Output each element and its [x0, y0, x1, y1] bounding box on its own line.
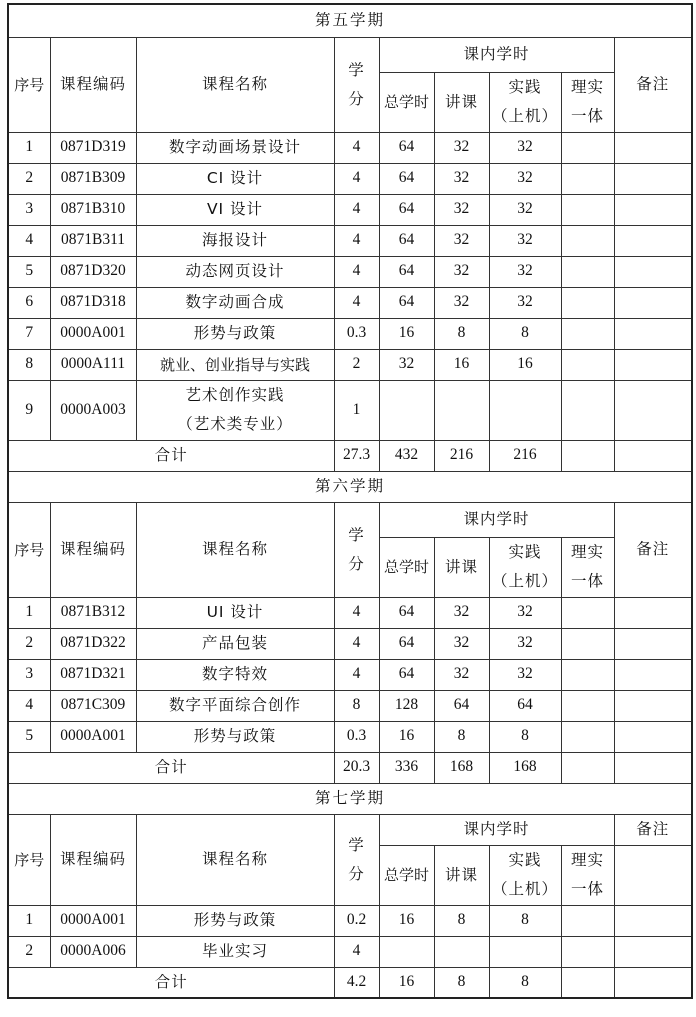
cell-seq: 2: [8, 163, 50, 194]
cell-code: 0000A003: [50, 380, 136, 440]
cell-integrated: [561, 163, 614, 194]
cell-total: 64: [379, 287, 434, 318]
cell-lecture: 32: [434, 256, 489, 287]
cell-credit: 2: [334, 349, 379, 380]
cell-code: 0871D319: [50, 132, 136, 163]
cell-seq: 4: [8, 225, 50, 256]
cell-name-line1: 艺术创作实践: [185, 386, 285, 404]
total-credit: 27.3: [334, 440, 379, 471]
total-remark: [614, 752, 692, 783]
header-seq: 序号: [8, 814, 50, 905]
cell-seq: 3: [8, 659, 50, 690]
cell-credit: 4: [334, 225, 379, 256]
cell-name-line2: （艺术类专业）: [177, 415, 293, 433]
semester-title-row: [8, 4, 692, 37]
table-row: [8, 194, 692, 225]
cell-code: 0871D320: [50, 256, 136, 287]
table-row: [8, 597, 692, 628]
total-integrated: [561, 752, 614, 783]
header-integrated-line1: 理实: [570, 543, 604, 561]
semester-title: 第七学期: [8, 783, 692, 814]
cell-credit: 4: [334, 194, 379, 225]
cell-integrated: [561, 132, 614, 163]
header-practice-line2: （上机）: [491, 572, 558, 590]
total-hours: 432: [379, 440, 434, 471]
cell-lecture: 32: [434, 597, 489, 628]
total-lecture: 216: [434, 440, 489, 471]
header-remark: 备注: [614, 502, 692, 597]
total-row: [8, 440, 692, 471]
header-code: 课程编码: [50, 814, 136, 905]
header-total: 总学时: [379, 72, 434, 132]
cell-name: VI 设计: [136, 194, 334, 225]
table-row: [8, 936, 692, 967]
cell-total: 64: [379, 659, 434, 690]
table-row: [8, 628, 692, 659]
header-credit-line1: 学: [348, 525, 365, 544]
cell-name: 数字动画场景设计: [136, 132, 334, 163]
cell-remark: [614, 936, 692, 967]
header-credit-line1: 学: [348, 835, 365, 854]
header-practice-line2: （上机）: [491, 107, 558, 125]
cell-remark: [614, 597, 692, 628]
total-row: [8, 752, 692, 783]
cell-lecture: 8: [434, 721, 489, 752]
cell-code: 0871B309: [50, 163, 136, 194]
header-name: 课程名称: [136, 814, 334, 905]
cell-code: 0000A001: [50, 721, 136, 752]
cell-remark: [614, 194, 692, 225]
header-practice-line1: 实践: [508, 543, 542, 561]
cell-name: 就业、创业指导与实践: [136, 349, 334, 380]
cell-lecture: 32: [434, 225, 489, 256]
total-integrated: [561, 440, 614, 471]
cell-remark: [614, 287, 692, 318]
header-total: 总学时: [379, 845, 434, 905]
cell-lecture: 8: [434, 905, 489, 936]
total-hours: 16: [379, 967, 434, 998]
cell-seq: 1: [8, 597, 50, 628]
cell-remark: [614, 318, 692, 349]
cell-practice: 16: [489, 349, 561, 380]
cell-seq: 1: [8, 132, 50, 163]
cell-credit: 0.2: [334, 905, 379, 936]
header-total: 总学时: [379, 537, 434, 597]
table-row: [8, 721, 692, 752]
header-integrated-line1: 理实: [570, 78, 604, 96]
cell-integrated: [561, 597, 614, 628]
header-row: [8, 502, 692, 537]
cell-lecture: 32: [434, 132, 489, 163]
cell-code: 0871B312: [50, 597, 136, 628]
header-credit-line2: 分: [348, 554, 365, 573]
cell-remark: [614, 628, 692, 659]
header-practice: [489, 72, 561, 132]
cell-seq: 5: [8, 721, 50, 752]
semester-title-row: [8, 783, 692, 814]
cell-credit: 0.3: [334, 318, 379, 349]
cell-credit: 4: [334, 132, 379, 163]
cell-total: [379, 936, 434, 967]
cell-lecture: [434, 936, 489, 967]
cell-name: 形势与政策: [136, 905, 334, 936]
semester-title-row: [8, 471, 692, 502]
cell-integrated: [561, 690, 614, 721]
header-lecture: 讲课: [434, 72, 489, 132]
cell-practice: 8: [489, 721, 561, 752]
cell-credit: 8: [334, 690, 379, 721]
cell-code: 0871B310: [50, 194, 136, 225]
header-practice-line1: 实践: [508, 851, 542, 869]
total-remark: [614, 440, 692, 471]
cell-seq: 2: [8, 936, 50, 967]
cell-remark: [614, 163, 692, 194]
cell-seq: 5: [8, 256, 50, 287]
cell-total: 64: [379, 194, 434, 225]
cell-total: 64: [379, 225, 434, 256]
table-row: [8, 690, 692, 721]
header-practice: [489, 537, 561, 597]
cell-integrated: [561, 194, 614, 225]
cell-seq: 8: [8, 349, 50, 380]
table-row: [8, 287, 692, 318]
table-row: [8, 905, 692, 936]
header-integrated-line2: 一体: [570, 572, 604, 590]
cell-integrated: [561, 721, 614, 752]
cell-seq: 3: [8, 194, 50, 225]
cell-practice: [489, 380, 561, 440]
cell-total: 64: [379, 256, 434, 287]
header-practice: [489, 845, 561, 905]
cell-code: 0000A001: [50, 905, 136, 936]
total-practice: 168: [489, 752, 561, 783]
cell-name: 动态网页设计: [136, 256, 334, 287]
total-label: 合计: [8, 967, 334, 998]
header-integrated: [561, 845, 614, 905]
header-hours-group: 课内学时: [379, 502, 614, 537]
total-integrated: [561, 967, 614, 998]
total-lecture: 168: [434, 752, 489, 783]
cell-total: 32: [379, 349, 434, 380]
cell-name: 数字平面综合创作: [136, 690, 334, 721]
header-code: 课程编码: [50, 502, 136, 597]
header-credit-line2: 分: [348, 89, 365, 108]
header-seq: 序号: [8, 502, 50, 597]
header-lecture: 讲课: [434, 845, 489, 905]
header-practice-line1: 实践: [508, 78, 542, 96]
cell-code: 0000A006: [50, 936, 136, 967]
cell-integrated: [561, 936, 614, 967]
cell-practice: 32: [489, 256, 561, 287]
cell-integrated: [561, 349, 614, 380]
cell-name: 形势与政策: [136, 721, 334, 752]
cell-remark: [614, 132, 692, 163]
header-credit-line2: 分: [348, 864, 365, 883]
header-remark-blank: [614, 845, 692, 905]
table-row: [8, 225, 692, 256]
cell-name: 形势与政策: [136, 318, 334, 349]
cell-total: 64: [379, 132, 434, 163]
cell-code: 0871D318: [50, 287, 136, 318]
header-integrated-line1: 理实: [570, 851, 604, 869]
cell-remark: [614, 225, 692, 256]
cell-practice: 8: [489, 318, 561, 349]
cell-code: 0000A001: [50, 318, 136, 349]
cell-name: 海报设计: [136, 225, 334, 256]
cell-integrated: [561, 380, 614, 440]
header-remark: 备注: [614, 814, 692, 845]
cell-practice: 32: [489, 597, 561, 628]
header-lecture: 讲课: [434, 537, 489, 597]
total-remark: [614, 967, 692, 998]
cell-practice: 32: [489, 628, 561, 659]
cell-remark: [614, 349, 692, 380]
cell-remark: [614, 905, 692, 936]
cell-practice: [489, 936, 561, 967]
cell-practice: 32: [489, 659, 561, 690]
cell-seq: 9: [8, 380, 50, 440]
cell-total: 64: [379, 163, 434, 194]
header-row: [8, 37, 692, 72]
total-hours: 336: [379, 752, 434, 783]
cell-remark: [614, 380, 692, 440]
cell-total: 16: [379, 318, 434, 349]
cell-practice: 32: [489, 132, 561, 163]
cell-code: 0000A111: [50, 349, 136, 380]
table-row: [8, 132, 692, 163]
total-practice: 216: [489, 440, 561, 471]
header-name: 课程名称: [136, 37, 334, 132]
cell-lecture: 32: [434, 287, 489, 318]
cell-credit: 4: [334, 163, 379, 194]
cell-credit: 4: [334, 936, 379, 967]
header-hours-group: 课内学时: [379, 814, 614, 845]
cell-remark: [614, 721, 692, 752]
header-credit-line1: 学: [348, 60, 365, 79]
cell-name: CI 设计: [136, 163, 334, 194]
header-remark: 备注: [614, 37, 692, 132]
header-practice-line2: （上机）: [491, 880, 558, 898]
header-code: 课程编码: [50, 37, 136, 132]
cell-remark: [614, 659, 692, 690]
table-row: [8, 659, 692, 690]
cell-practice: 32: [489, 163, 561, 194]
cell-integrated: [561, 659, 614, 690]
cell-integrated: [561, 287, 614, 318]
cell-remark: [614, 256, 692, 287]
cell-remark: [614, 690, 692, 721]
cell-total: 64: [379, 597, 434, 628]
cell-lecture: [434, 380, 489, 440]
cell-name: 数字动画合成: [136, 287, 334, 318]
total-lecture: 8: [434, 967, 489, 998]
semester-title: 第六学期: [8, 471, 692, 502]
cell-credit: 4: [334, 659, 379, 690]
header-row: [8, 814, 692, 845]
header-seq: 序号: [8, 37, 50, 132]
cell-code: 0871D322: [50, 628, 136, 659]
cell-practice: 32: [489, 287, 561, 318]
cell-seq: 1: [8, 905, 50, 936]
curriculum-schedule-table: [7, 3, 693, 999]
total-credit: 4.2: [334, 967, 379, 998]
cell-total: 16: [379, 721, 434, 752]
cell-practice: 64: [489, 690, 561, 721]
semester-title: 第五学期: [8, 4, 692, 37]
total-label: 合计: [8, 440, 334, 471]
header-credit: [334, 37, 379, 132]
table-row: [8, 163, 692, 194]
cell-total: [379, 380, 434, 440]
table-row: [8, 349, 692, 380]
cell-lecture: 32: [434, 659, 489, 690]
header-integrated: [561, 537, 614, 597]
cell-credit: 0.3: [334, 721, 379, 752]
cell-lecture: 64: [434, 690, 489, 721]
cell-lecture: 32: [434, 628, 489, 659]
header-hours-group: 课内学时: [379, 37, 614, 72]
cell-total: 128: [379, 690, 434, 721]
cell-code: 0871C309: [50, 690, 136, 721]
table-row: [8, 256, 692, 287]
cell-code: 0871B311: [50, 225, 136, 256]
cell-seq: 7: [8, 318, 50, 349]
header-credit: [334, 502, 379, 597]
cell-lecture: 32: [434, 163, 489, 194]
cell-name: 数字特效: [136, 659, 334, 690]
cell-total: 16: [379, 905, 434, 936]
cell-name: 产品包装: [136, 628, 334, 659]
cell-credit: 4: [334, 287, 379, 318]
cell-lecture: 8: [434, 318, 489, 349]
cell-lecture: 16: [434, 349, 489, 380]
total-label: 合计: [8, 752, 334, 783]
cell-lecture: 32: [434, 194, 489, 225]
cell-name: UI 设计: [136, 597, 334, 628]
cell-integrated: [561, 225, 614, 256]
cell-code: 0871D321: [50, 659, 136, 690]
cell-credit: 4: [334, 256, 379, 287]
cell-practice: 32: [489, 225, 561, 256]
cell-seq: 4: [8, 690, 50, 721]
table-row: [8, 380, 692, 440]
cell-integrated: [561, 628, 614, 659]
total-row: [8, 967, 692, 998]
total-credit: 20.3: [334, 752, 379, 783]
header-credit: [334, 814, 379, 905]
cell-credit: 1: [334, 380, 379, 440]
cell-practice: 8: [489, 905, 561, 936]
cell-credit: 4: [334, 628, 379, 659]
cell-name: [136, 380, 334, 440]
header-integrated: [561, 72, 614, 132]
cell-practice: 32: [489, 194, 561, 225]
cell-seq: 6: [8, 287, 50, 318]
cell-seq: 2: [8, 628, 50, 659]
header-name: 课程名称: [136, 502, 334, 597]
table-row: [8, 318, 692, 349]
cell-integrated: [561, 256, 614, 287]
header-integrated-line2: 一体: [570, 107, 604, 125]
cell-credit: 4: [334, 597, 379, 628]
header-integrated-line2: 一体: [570, 880, 604, 898]
cell-name: 毕业实习: [136, 936, 334, 967]
cell-integrated: [561, 905, 614, 936]
cell-total: 64: [379, 628, 434, 659]
cell-integrated: [561, 318, 614, 349]
total-practice: 8: [489, 967, 561, 998]
